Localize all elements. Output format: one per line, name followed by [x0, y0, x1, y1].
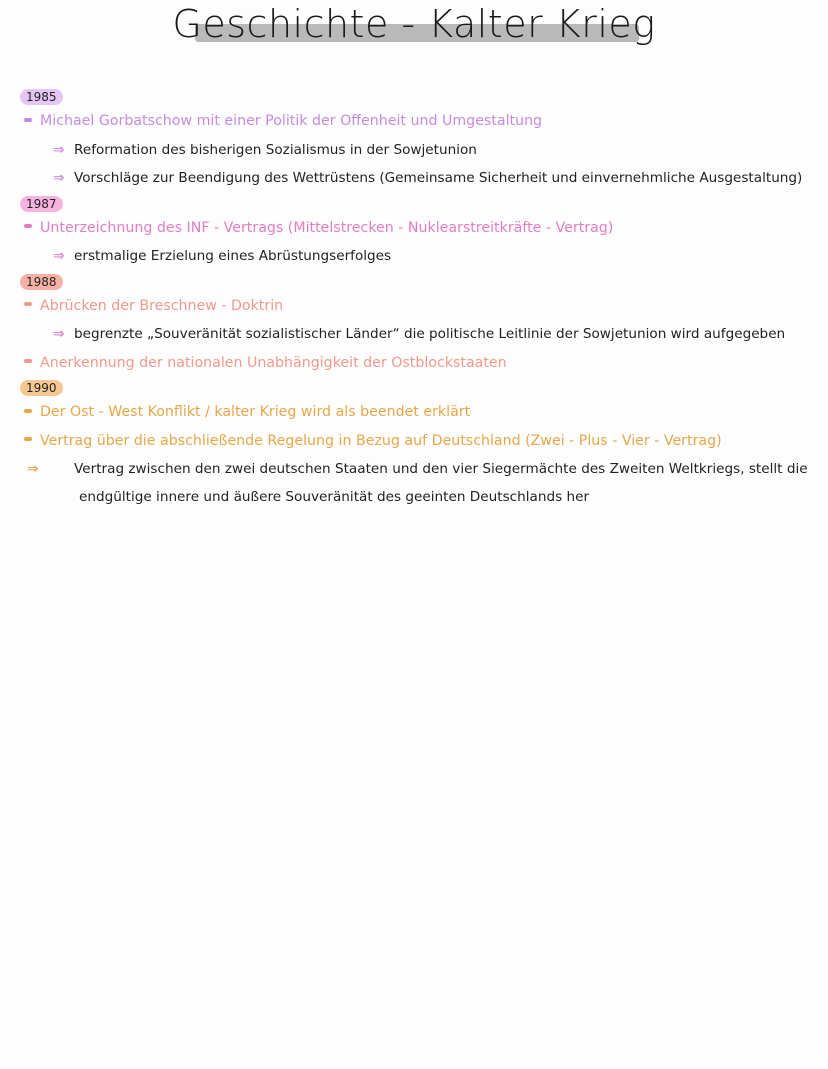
section-1987: [20, 193, 820, 271]
sub-point-text: Vertrag zwischen den zwei deutschen Staaten und den vier Siegermächte des Zweiten Weltkriegs, stellt die endgültige innere und äußere Souveränität des geeinten Deutschlands her: [74, 461, 808, 505]
year-badge-1987: 1987: [20, 196, 63, 212]
bullet-point: [20, 349, 820, 378]
sub-point: [20, 136, 820, 165]
bullet-point: [20, 107, 820, 136]
sub-point-text: erstmalige Erzielung eines Abrüstungserfolges: [74, 248, 392, 264]
sub-point-text: Vorschläge zur Beendigung des Wettrüstens (Gemeinsame Sicherheit und einvernehmliche Ausgestaltung): [74, 170, 803, 186]
year-badge-1988: 1988: [20, 274, 63, 290]
year-badge-1990: 1990: [20, 380, 63, 396]
sub-point: [20, 164, 820, 193]
bullet-point: [20, 427, 820, 456]
arrow-icon: ⇒: [53, 170, 65, 186]
sub-point: [20, 242, 820, 271]
bullet-point: [20, 292, 820, 321]
year-badge-1985: 1985: [20, 89, 63, 105]
bullet-icon: [24, 224, 32, 228]
bullet-text: Abrücken der Breschnew - Doktrin: [40, 297, 284, 314]
sub-point: [20, 455, 820, 511]
bullet-text: Anerkennung der nationalen Unabhängigkeit der Ostblockstaaten: [40, 354, 507, 371]
arrow-icon: ⇒: [27, 461, 39, 477]
bullet-text: Unterzeichnung des INF - Vertrags (Mittelstrecken - Nuklearstreitkräfte - Vertrag): [40, 219, 614, 236]
bullet-point: [20, 398, 820, 427]
arrow-icon: ⇒: [53, 141, 65, 158]
page-title: Geschichte - Kalter Krieg: [172, 2, 656, 46]
sub-point-text: Reformation des bisherigen Sozialismus in der Sowjetunion: [74, 141, 477, 158]
title-container: [0, 2, 828, 46]
bullet-point: [20, 214, 820, 243]
bullet-text: Der Ost - West Konflikt / kalter Krieg wird als beendet erklärt: [40, 404, 471, 420]
bullet-text: Michael Gorbatschow mit einer Politik der Offenheit und Umgestaltung: [40, 113, 543, 129]
bullet-icon: [24, 118, 32, 122]
arrow-icon: ⇒: [53, 326, 65, 342]
section-1990: [20, 377, 820, 511]
arrow-icon: ⇒: [53, 248, 65, 264]
bullet-icon: [24, 409, 32, 413]
section-1988: [20, 271, 820, 378]
bullet-icon: [24, 302, 32, 306]
sub-point-text: begrenzte „Souveränität sozialistischer Länder“ die politische Leitlinie der Sowjetunion wird aufgegeben: [74, 326, 786, 342]
bullet-text: Vertrag über die abschließende Regelung in Bezug auf Deutschland (Zwei - Plus - Vier - Vertrag): [40, 432, 722, 449]
bullet-icon: [24, 359, 32, 363]
section-1985: [20, 86, 820, 193]
sub-point: [20, 320, 820, 349]
notes-content: [20, 86, 820, 511]
bullet-icon: [24, 437, 32, 441]
